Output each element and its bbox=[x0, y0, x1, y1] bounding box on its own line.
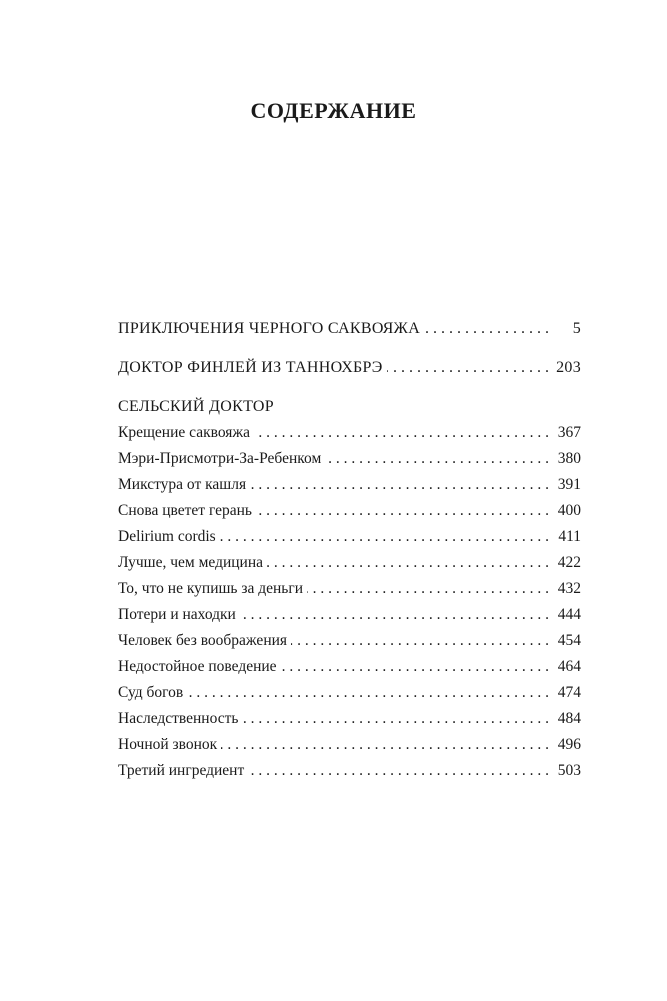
dot-leader bbox=[220, 524, 549, 550]
toc-page-number: 454 bbox=[557, 632, 581, 649]
toc-page-number: 496 bbox=[557, 736, 581, 753]
toc-entry[interactable] bbox=[118, 446, 581, 472]
toc-entry[interactable] bbox=[118, 628, 581, 654]
toc-page-number: 203 bbox=[556, 359, 581, 376]
dot-leader bbox=[242, 706, 549, 732]
dot-leader bbox=[240, 602, 549, 628]
toc-entry-title: Микстура от кашля bbox=[118, 476, 247, 493]
toc-parts bbox=[118, 316, 581, 342]
toc-page-number: 422 bbox=[557, 554, 581, 571]
dot-leader bbox=[248, 758, 549, 784]
toc-entry[interactable] bbox=[118, 602, 581, 628]
toc-entry-title: Потери и находки bbox=[118, 606, 236, 623]
toc-entry-title: Ночной звонок bbox=[118, 736, 218, 753]
toc-page-number: 400 bbox=[557, 502, 581, 519]
toc-entry-title: Снова цветет герань bbox=[118, 502, 252, 519]
toc-page-number: 380 bbox=[557, 450, 581, 467]
toc-entry-title: Суд богов bbox=[118, 684, 184, 701]
toc-entry-title: Delirium cordis bbox=[118, 528, 216, 545]
toc-entry[interactable] bbox=[118, 472, 581, 498]
dot-leader bbox=[387, 355, 549, 381]
toc-page-number: 411 bbox=[558, 528, 581, 545]
toc-page-number: 444 bbox=[557, 606, 581, 623]
dot-leader bbox=[254, 420, 549, 446]
toc-entry[interactable] bbox=[118, 550, 581, 576]
dot-leader bbox=[281, 654, 549, 680]
toc-entry[interactable] bbox=[118, 680, 581, 706]
toc-page-number: 464 bbox=[557, 658, 581, 675]
toc-entry-title: Крещение саквояжа bbox=[118, 424, 250, 441]
toc-entry[interactable] bbox=[118, 758, 581, 784]
toc-entry-title: Человек без воображения bbox=[118, 632, 288, 649]
toc-page-number: 367 bbox=[557, 424, 581, 441]
toc-page-number: 503 bbox=[557, 762, 581, 779]
toc-page-number: 391 bbox=[557, 476, 581, 493]
toc-part-title: ДОКТОР ФИНЛЕЙ ИЗ ТАННОХБРЭ bbox=[118, 359, 383, 376]
dot-leader bbox=[291, 628, 549, 654]
dot-leader bbox=[424, 316, 549, 342]
toc-part-entry[interactable] bbox=[118, 355, 581, 381]
toc-entry-title: Наследственность bbox=[118, 710, 239, 727]
toc-entry-title: Мэри-Присмотри-За-Ребенком bbox=[118, 450, 322, 467]
dot-leader bbox=[221, 732, 549, 758]
toc-entry[interactable] bbox=[118, 420, 581, 446]
toc-entry[interactable] bbox=[118, 732, 581, 758]
toc-entry[interactable] bbox=[118, 498, 581, 524]
toc-part-entry[interactable] bbox=[118, 316, 581, 342]
toc-entry[interactable] bbox=[118, 576, 581, 602]
toc-part-title: ПРИКЛЮЧЕНИЯ ЧЕРНОГО САКВОЯЖА bbox=[118, 320, 421, 337]
toc-page-number: 474 bbox=[557, 684, 581, 701]
toc-entry-title: Третий ингредиент bbox=[118, 762, 245, 779]
toc-page-number: 484 bbox=[557, 710, 581, 727]
toc-entry[interactable] bbox=[118, 706, 581, 732]
toc-entry-title: Лучше, чем медицина bbox=[118, 554, 264, 571]
dot-leader bbox=[187, 680, 549, 706]
dot-leader bbox=[250, 472, 549, 498]
toc-parts-2 bbox=[118, 355, 581, 381]
section-heading: СЕЛЬСКИЙ ДОКТОР bbox=[118, 398, 274, 415]
dot-leader bbox=[267, 550, 549, 576]
toc-entry[interactable] bbox=[118, 654, 581, 680]
dot-leader bbox=[325, 446, 549, 472]
toc-page-number: 432 bbox=[557, 580, 581, 597]
dot-leader bbox=[307, 576, 549, 602]
toc-section bbox=[118, 394, 581, 784]
toc-page-number: 5 bbox=[572, 320, 581, 337]
dot-leader bbox=[256, 498, 549, 524]
toc-entry-title: То, что не купишь за деньги bbox=[118, 580, 304, 597]
toc-entry-title: Недостойное поведение bbox=[118, 658, 277, 675]
toc-entry[interactable] bbox=[118, 524, 581, 550]
page-title: СОДЕРЖАНИЕ bbox=[250, 98, 417, 123]
